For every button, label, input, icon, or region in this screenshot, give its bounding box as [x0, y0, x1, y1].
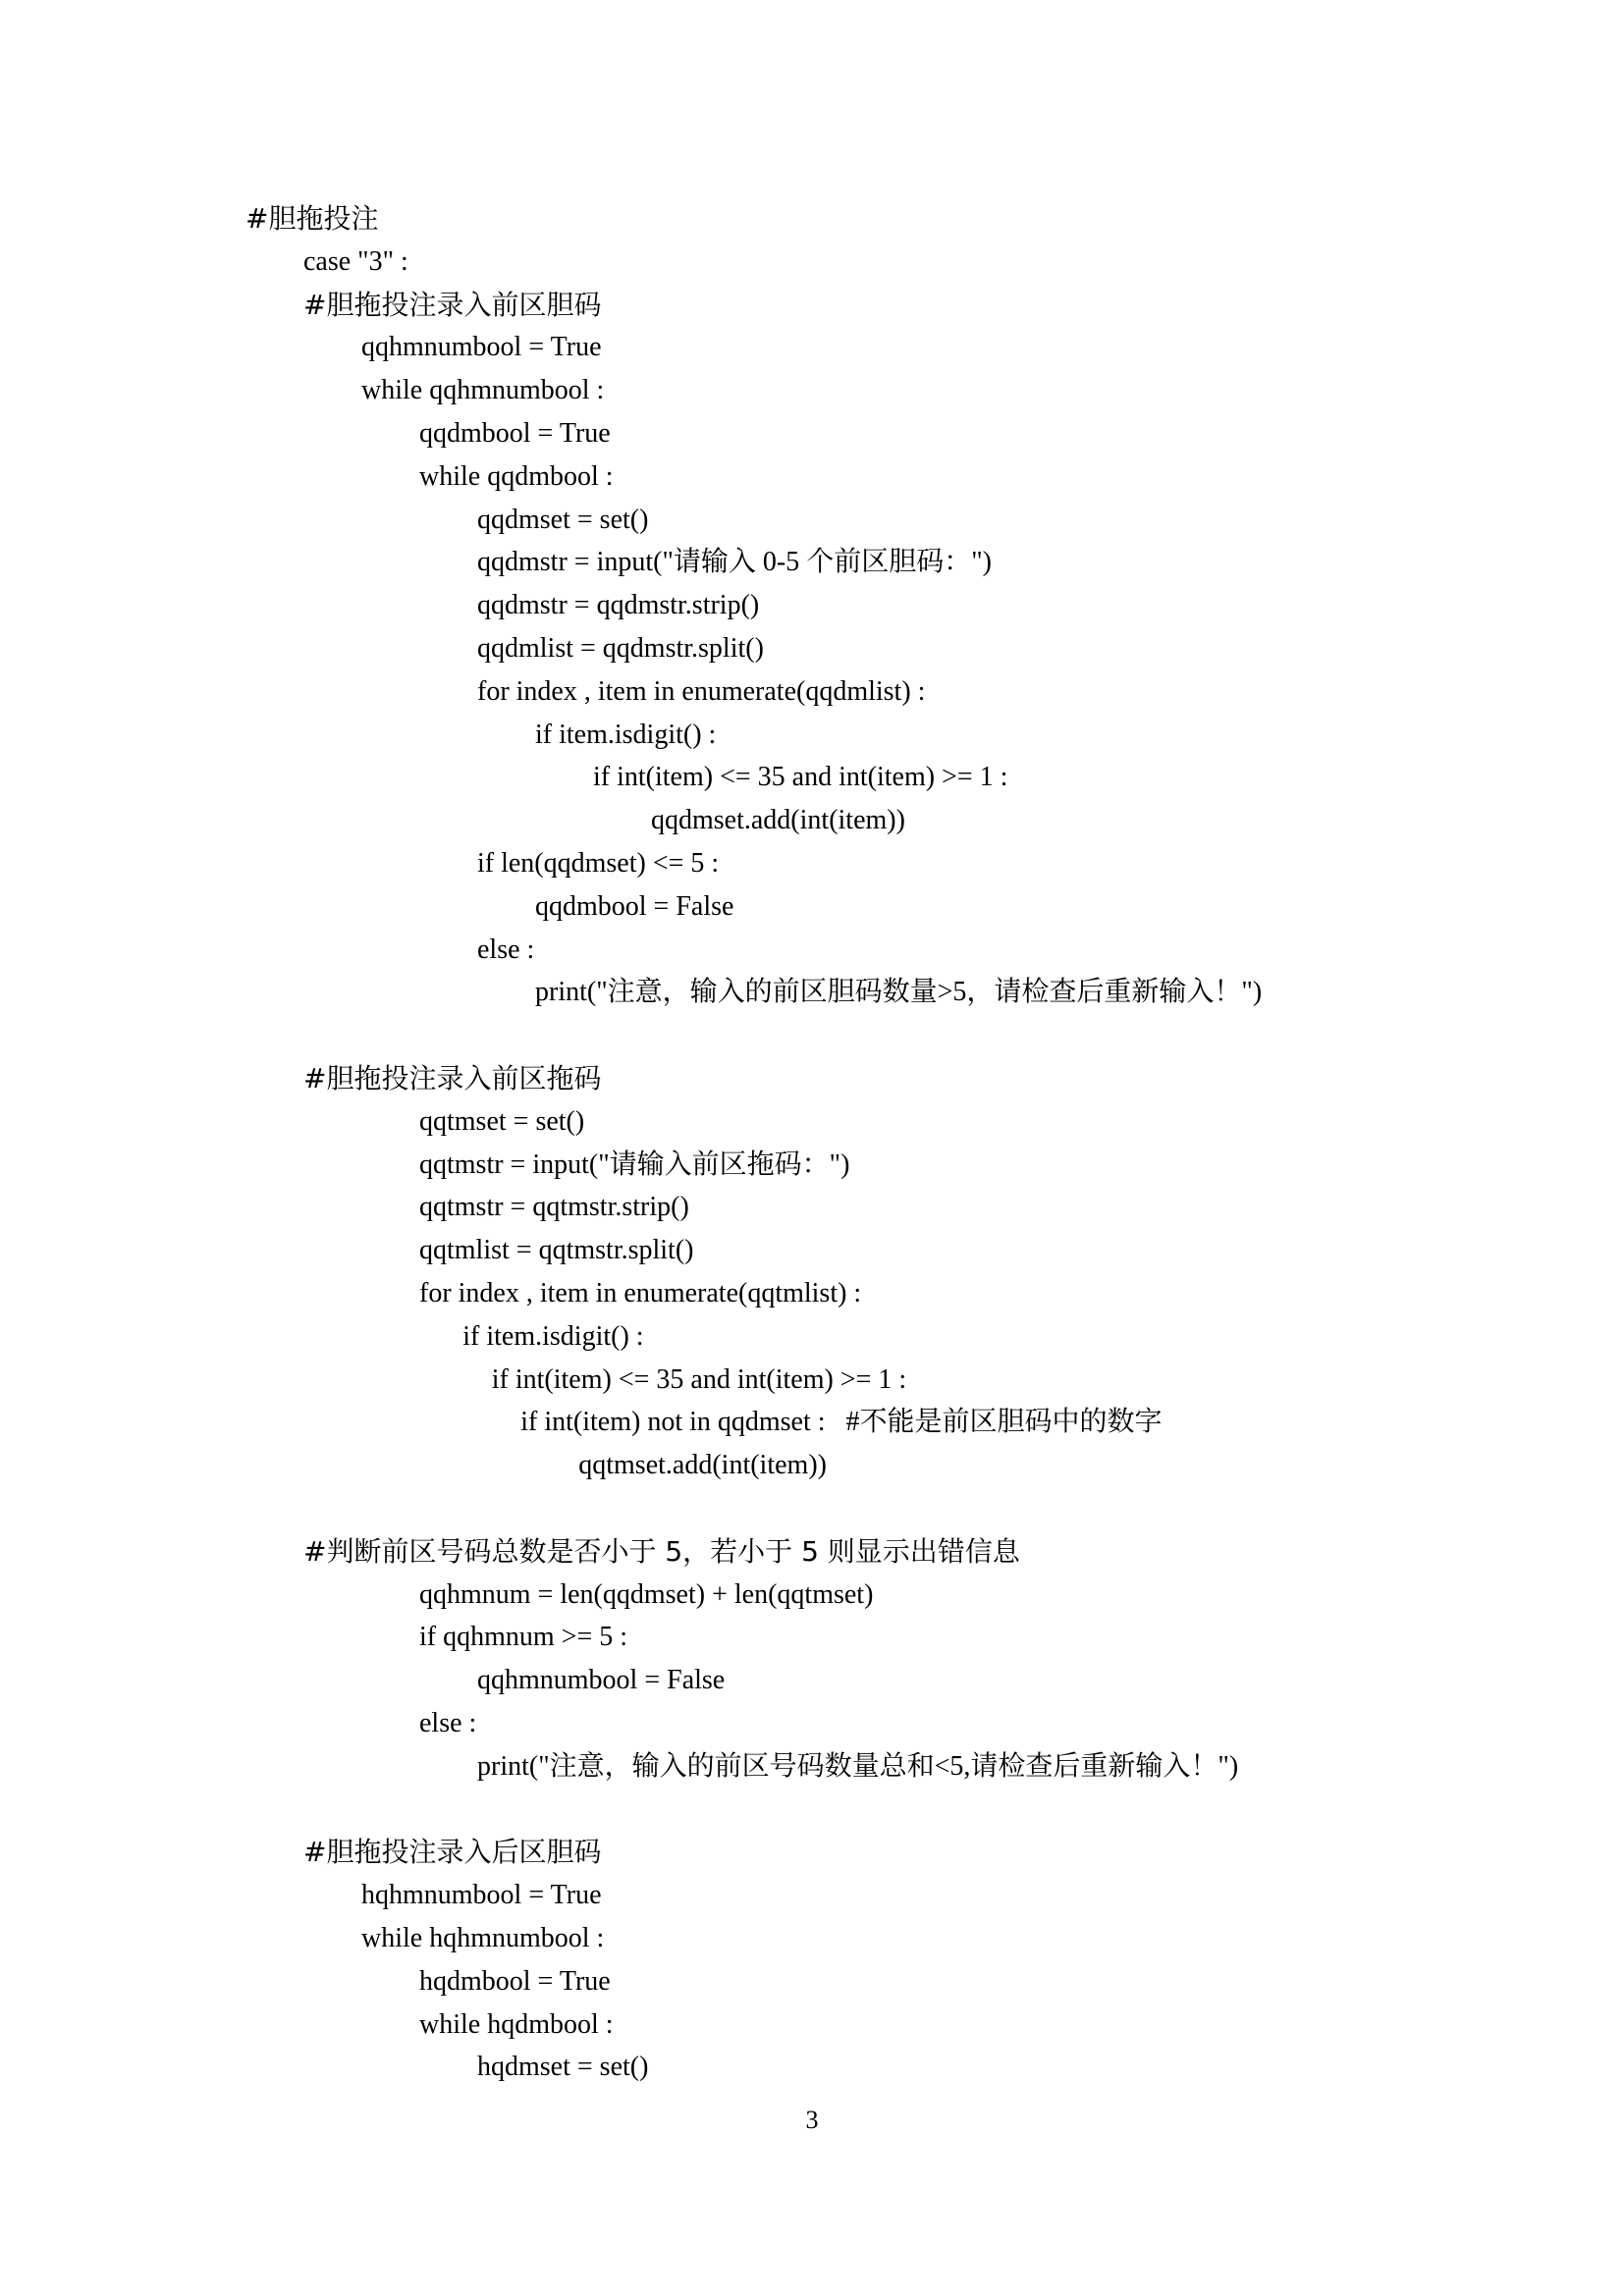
code-line: if item.isdigit() : — [462, 1321, 644, 1352]
code-line: case "3" : — [303, 246, 408, 277]
code-line: qqtmset = set() — [419, 1106, 585, 1137]
code-line: if item.isdigit() : — [535, 720, 717, 750]
code-comment-line: #胆拖投注录入前区胆码 — [303, 289, 602, 321]
code-line: if qqhmnum >= 5 : — [419, 1622, 628, 1652]
code-line: qqtmstr = qqtmstr.strip() — [419, 1192, 689, 1222]
code-comment-line: #判断前区号码总数是否小于 5，若小于 5 则显示出错信息 — [303, 1535, 1020, 1568]
code-line: else : — [477, 934, 535, 965]
code-line: qqtmstr = input("请输入前区拖码：") — [419, 1149, 850, 1180]
code-line: qqhmnumbool = True — [361, 332, 602, 362]
code-line: qqdmset = set() — [477, 505, 649, 535]
code-comment-line: #胆拖投注录入前区拖码 — [303, 1062, 602, 1095]
code-comment-line: #胆拖投注 — [245, 202, 379, 235]
code-line: print("注意，输入的前区号码数量总和<5,请检查后重新输入！") — [477, 1751, 1239, 1782]
code-line: if len(qqdmset) <= 5 : — [477, 848, 720, 879]
code-line: for index , item in enumerate(qqdmlist) : — [477, 676, 926, 707]
code-line: else : — [419, 1708, 477, 1738]
code-line: qqdmstr = qqdmstr.strip() — [477, 590, 760, 620]
code-line: while qqhmnumbool : — [361, 375, 605, 405]
code-line: hqdmset = set() — [477, 2052, 649, 2082]
code-line: qqdmbool = False — [535, 891, 734, 922]
code-line: qqhmnumbool = False — [477, 1665, 726, 1695]
code-line: for index , item in enumerate(qqtmlist) : — [419, 1278, 862, 1308]
code-line: while hqdmbool : — [419, 2009, 614, 2040]
code-line: if int(item) <= 35 and int(item) >= 1 : — [593, 762, 1008, 792]
code-line: qqdmbool = True — [419, 418, 611, 449]
code-line: if int(item) <= 35 and int(item) >= 1 : — [491, 1364, 907, 1395]
code-line: qqhmnum = len(qqdmset) + len(qqtmset) — [419, 1579, 874, 1610]
code-line: hqhmnumbool = True — [361, 1880, 602, 1910]
code-line: qqdmlist = qqdmstr.split() — [477, 633, 764, 664]
code-line: print("注意，输入的前区胆码数量>5，请检查后重新输入！") — [535, 977, 1263, 1007]
code-line: qqtmset.add(int(item)) — [578, 1450, 827, 1480]
code-line: qqdmset.add(int(item)) — [651, 805, 905, 835]
code-line: qqtmlist = qqtmstr.split() — [419, 1235, 694, 1265]
page-number: 3 — [805, 2106, 819, 2134]
code-comment-line: #胆拖投注录入后区胆码 — [303, 1836, 602, 1868]
code-line: if int(item) not in qqdmset : #不能是前区胆码中的数字 — [520, 1407, 1163, 1437]
code-line: qqdmstr = input("请输入 0-5 个前区胆码：") — [477, 547, 992, 577]
code-line: while qqdmbool : — [419, 461, 614, 492]
code-line: while hqhmnumbool : — [361, 1923, 605, 1953]
code-line: hqdmbool = True — [419, 1966, 611, 1997]
